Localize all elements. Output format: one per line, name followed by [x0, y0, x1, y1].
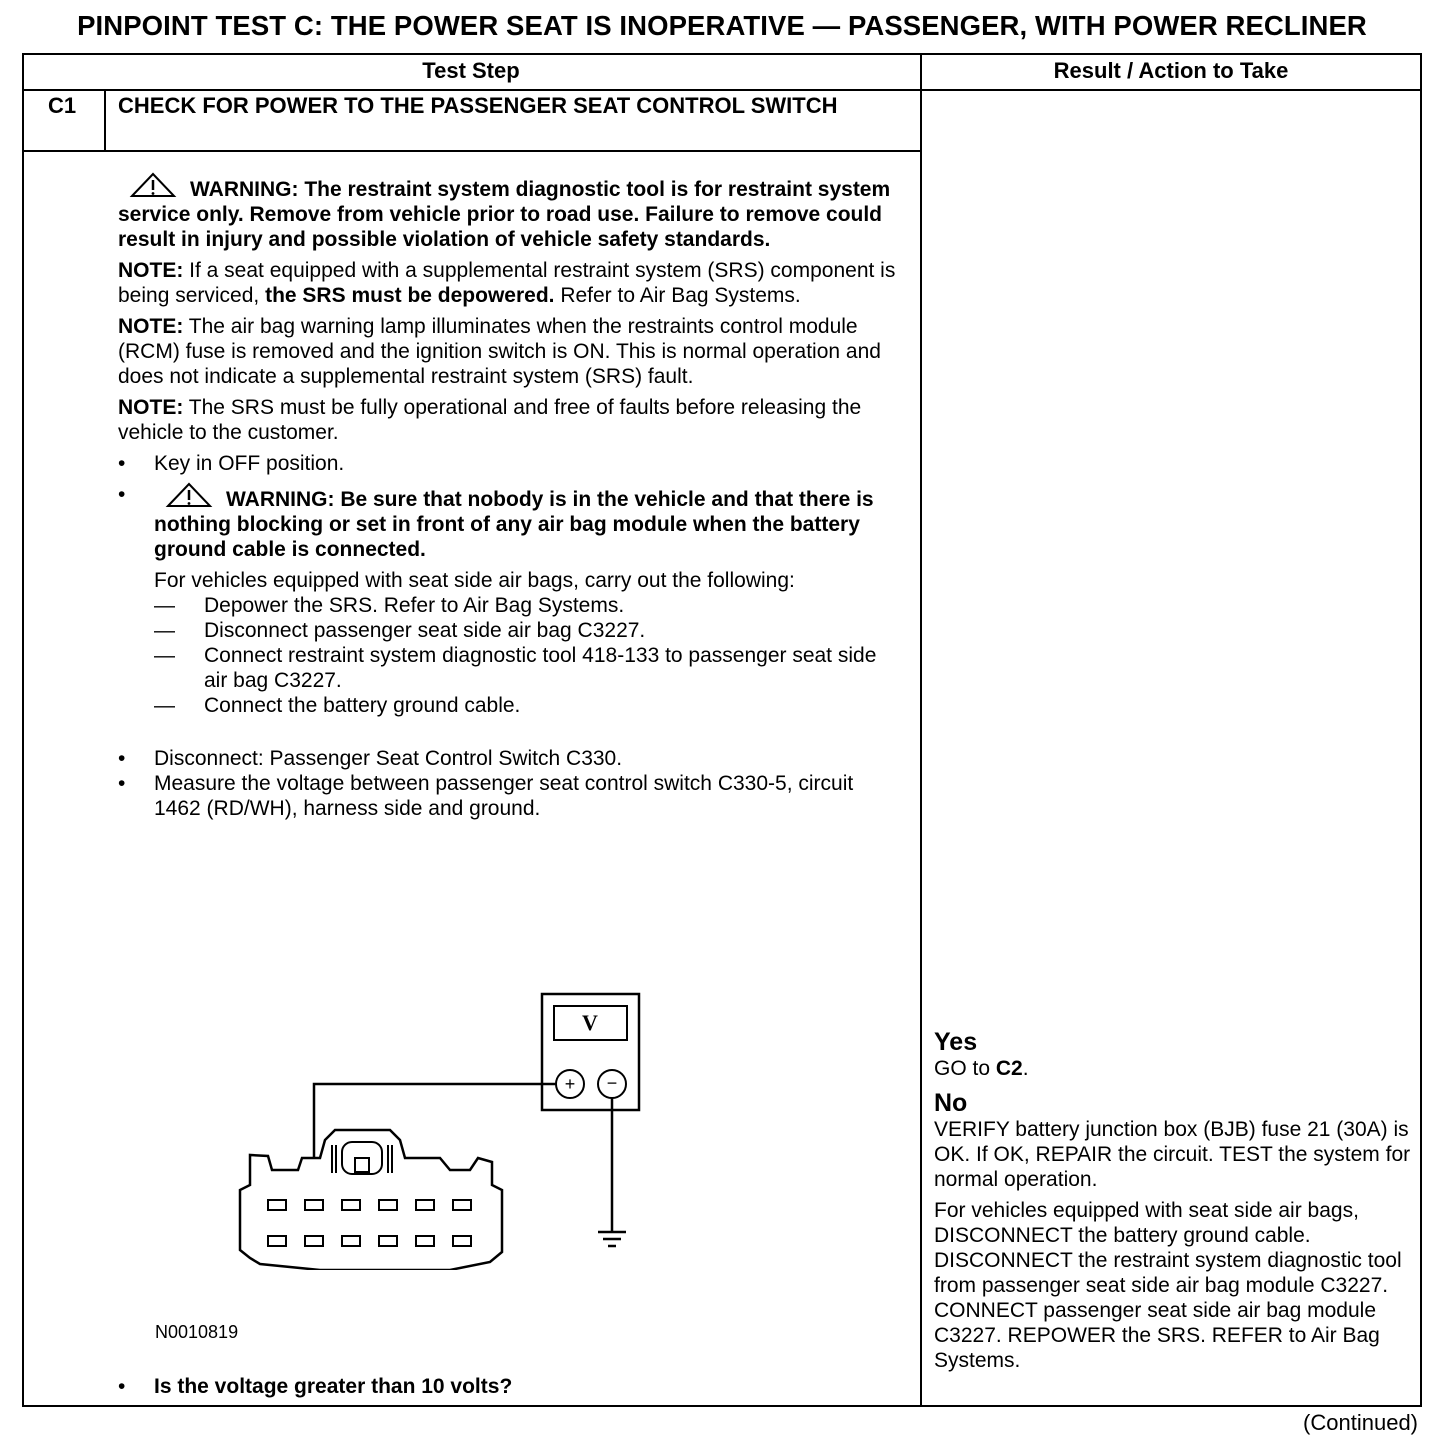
- voltage-test-diagram: [150, 980, 670, 1270]
- svg-text:−: −: [606, 1073, 618, 1093]
- header-rule: [22, 89, 1422, 91]
- svg-text:+: +: [564, 1074, 576, 1094]
- step-title: [118, 93, 878, 118]
- bullet-disconnect-text: Disconnect: Passenger Seat Control Switch C330.: [154, 747, 623, 770]
- yes-prefix: GO to: [934, 1057, 996, 1080]
- header-result: Result / Action to Take: [1053, 58, 1289, 83]
- result-column: [934, 1028, 1414, 1379]
- no-action-1: VERIFY battery junction box (BJB) fuse 21 (30A) is OK. If OK, REPAIR the circuit. TEST the system for normal operation.: [934, 1118, 1411, 1191]
- figure-id: N0010819: [155, 1322, 239, 1342]
- page-title: PINPOINT TEST C: THE POWER SEAT IS INOPERATIVE — PASSENGER, WITH POWER RECLINER: [77, 10, 1367, 41]
- sub-step-4: — Connect the battery ground cable.: [154, 694, 521, 717]
- bullet-measure-text: Measure the voltage between passenger seat control switch C330-5, circuit 1462 (RD/WH), harness side and ground.: [154, 772, 854, 820]
- note-1-label: NOTE:: [118, 259, 184, 282]
- no-label: No: [934, 1089, 968, 1117]
- note-2-text: The air bag warning lamp illuminates when the restraints control module (RCM) fuse is removed and the ignition switch is ON. This is normal operation and does not indicate a supplemental restraint system (SRS) fault.: [118, 315, 881, 388]
- yes-action: [934, 1056, 1414, 1081]
- warning-1-text: WARNING: The restraint system diagnostic tool is for restraint system service only. Remove from vehicle prior to road use. Failure to remove could result in injury and possible violation of vehicle safety standards.: [118, 178, 891, 251]
- column-divider: [920, 53, 922, 1407]
- yes-label: Yes: [934, 1028, 978, 1056]
- step-content: [118, 172, 898, 827]
- note-1-bold: the SRS must be depowered.: [265, 284, 555, 307]
- question: • Is the voltage greater than 10 volts?: [118, 1375, 513, 1398]
- bullet-measure: • Measure the voltage between passenger seat control switch C330-5, circuit 1462 (RD/WH), harness side and ground.: [118, 772, 854, 820]
- yes-target: C2: [995, 1057, 1023, 1080]
- bullet-warning-2: • WARNING: Be sure that nobody is in the vehicle and that there is nothing blocking or set in front of any air bag module when the battery ground cable is connected. For vehicles equipped with seat side air bags, carry out the following: — Depower the SRS. Refer to Air Bag Systems. — Disconnect passenger seat side air bag C3227. — Connect restraint system diagnostic tool 418-133 to passenger seat side air bag C3227. — Connect the battery ground cable.: [118, 482, 898, 718]
- note-1: [118, 258, 898, 308]
- no-action-2: For vehicles equipped with seat side air bags, DISCONNECT the battery ground cable. DISCONNECT the restraint system diagnostic tool from passenger seat side air bag module C3227. CONNECT passenger seat side air bag module C3227. REPOWER the SRS. REFER to Air Bag Systems.: [934, 1199, 1402, 1372]
- note-3-label: NOTE:: [118, 396, 184, 419]
- warning-triangle-icon: [164, 482, 214, 508]
- sub-step-3: — Connect restraint system diagnostic tool 418-133 to passenger seat side air bag C3227.: [154, 644, 877, 692]
- bullet-key-off: • Key in OFF position.: [118, 452, 345, 475]
- yes-suffix: .: [1022, 1057, 1029, 1080]
- bullet-disconnect: • Disconnect: Passenger Seat Control Switch C330.: [118, 747, 623, 770]
- voltmeter-symbol: V: [582, 1010, 598, 1035]
- ground-icon: [598, 1232, 626, 1246]
- step-number: C1: [48, 93, 77, 118]
- bullet-key-off-text: Key in OFF position.: [154, 452, 345, 475]
- question-text: Is the voltage greater than 10 volts?: [154, 1375, 513, 1398]
- step-number-divider: [104, 89, 106, 152]
- step-title-text: CHECK FOR POWER TO THE PASSENGER SEAT CONTROL SWITCH: [118, 93, 838, 118]
- note-2-label: NOTE:: [118, 315, 184, 338]
- step-title-rule: [22, 150, 921, 152]
- continued-label: (Continued): [1303, 1410, 1418, 1435]
- note-3-text: The SRS must be fully operational and free of faults before releasing the vehicle to the customer.: [118, 396, 862, 444]
- warning-1: [118, 172, 898, 252]
- airbag-intro: For vehicles equipped with seat side air bags, carry out the following:: [154, 569, 795, 592]
- warning-2-text: WARNING: Be sure that nobody is in the vehicle and that there is nothing blocking or set in front of any air bag module when the battery ground cable is connected.: [154, 488, 874, 561]
- note-2: [118, 314, 898, 389]
- header-test-step: Test Step: [422, 58, 520, 83]
- note-3: [118, 395, 898, 445]
- warning-triangle-icon: [128, 172, 178, 198]
- sub-step-2: — Disconnect passenger seat side air bag C3227.: [154, 619, 646, 642]
- note-1-tail: Refer to Air Bag Systems.: [554, 284, 801, 307]
- sub-step-1: — Depower the SRS. Refer to Air Bag Systems.: [154, 594, 625, 617]
- note-1-text: If a seat equipped with a supplemental restraint system (SRS) component is being serviced,: [118, 259, 896, 307]
